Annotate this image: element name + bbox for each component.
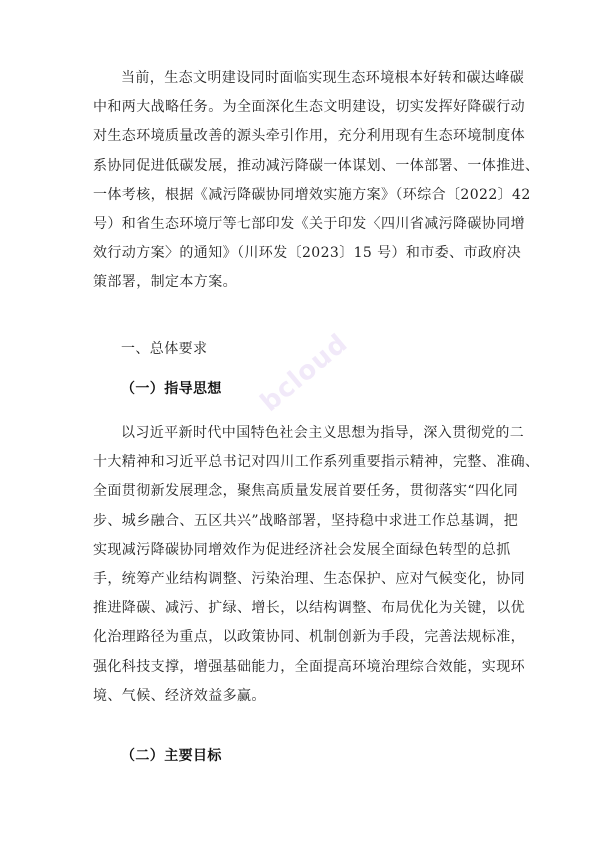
watermark: bcloud xyxy=(255,328,354,418)
guiding-line: 手，统筹产业结构调整、污染治理、生态保护、应对气候变化，协同 xyxy=(93,571,525,588)
intro-line: 系协同促进低碳发展，推动减污降碳一体谋划、一体部署、一体推进、 xyxy=(93,157,540,174)
subsection-heading-guiding-ideology: （一）指导思想 xyxy=(121,381,222,397)
guiding-line: 全面贯彻新发展理念，聚焦高质量发展首要任务，贯彻落实“四化同 xyxy=(93,483,519,500)
guiding-line: 十大精神和习近平总书记对四川工作系列重要指示精神，完整、准确、 xyxy=(93,454,540,471)
guiding-line: 化治理路径为重点，以政策协同、机制创新为手段，完善法规标准， xyxy=(93,629,525,646)
intro-line: 策部署，制定本方案。 xyxy=(93,274,237,291)
guiding-line: 以习近平新时代中国特色社会主义思想为指导，深入贯彻党的二 xyxy=(121,425,525,441)
intro-line: 号）和省生态环境厅等七部印发《关于印发〈四川省减污降碳协同增 xyxy=(93,216,525,233)
guiding-line: 实现减污降碳协同增效作为促进经济社会发展全面绿色转型的总抓 xyxy=(93,541,511,558)
subsection-heading-main-targets: （二）主要目标 xyxy=(121,748,222,764)
intro-line: 对生态环境质量改善的源头牵引作用，充分利用现有生态环境制度体 xyxy=(93,128,525,145)
intro-line: 一体考核，根据《减污降碳协同增效实施方案》（环综合〔2022〕42 xyxy=(93,186,531,203)
intro-line: 效行动方案〉的通知》（川环发〔2023〕15 号）和市委、市政府决 xyxy=(93,245,522,262)
intro-line: 当前，生态文明建设同时面临实现生态环境根本好转和碳达峰碳 xyxy=(121,70,525,86)
section-heading: 一、总体要求 xyxy=(121,341,208,357)
guiding-line: 强化科技支撑，增强基础能力，全面提高环境治理综合效能，实现环 xyxy=(93,658,525,675)
guiding-line: 步、城乡融合、五区共兴”战略部署，坚持稳中求进工作总基调，把 xyxy=(93,512,519,529)
intro-line: 中和两大战略任务。为全面深化生态文明建设，切实发挥好降碳行动 xyxy=(93,99,525,116)
guiding-line: 境、气候、经济效益多赢。 xyxy=(93,687,266,704)
guiding-line: 推进降碳、减污、扩绿、增长，以结构调整、布局优化为关键，以优 xyxy=(93,600,525,617)
intro-paragraph xyxy=(93,64,539,298)
guiding-ideology-paragraph xyxy=(93,419,539,711)
